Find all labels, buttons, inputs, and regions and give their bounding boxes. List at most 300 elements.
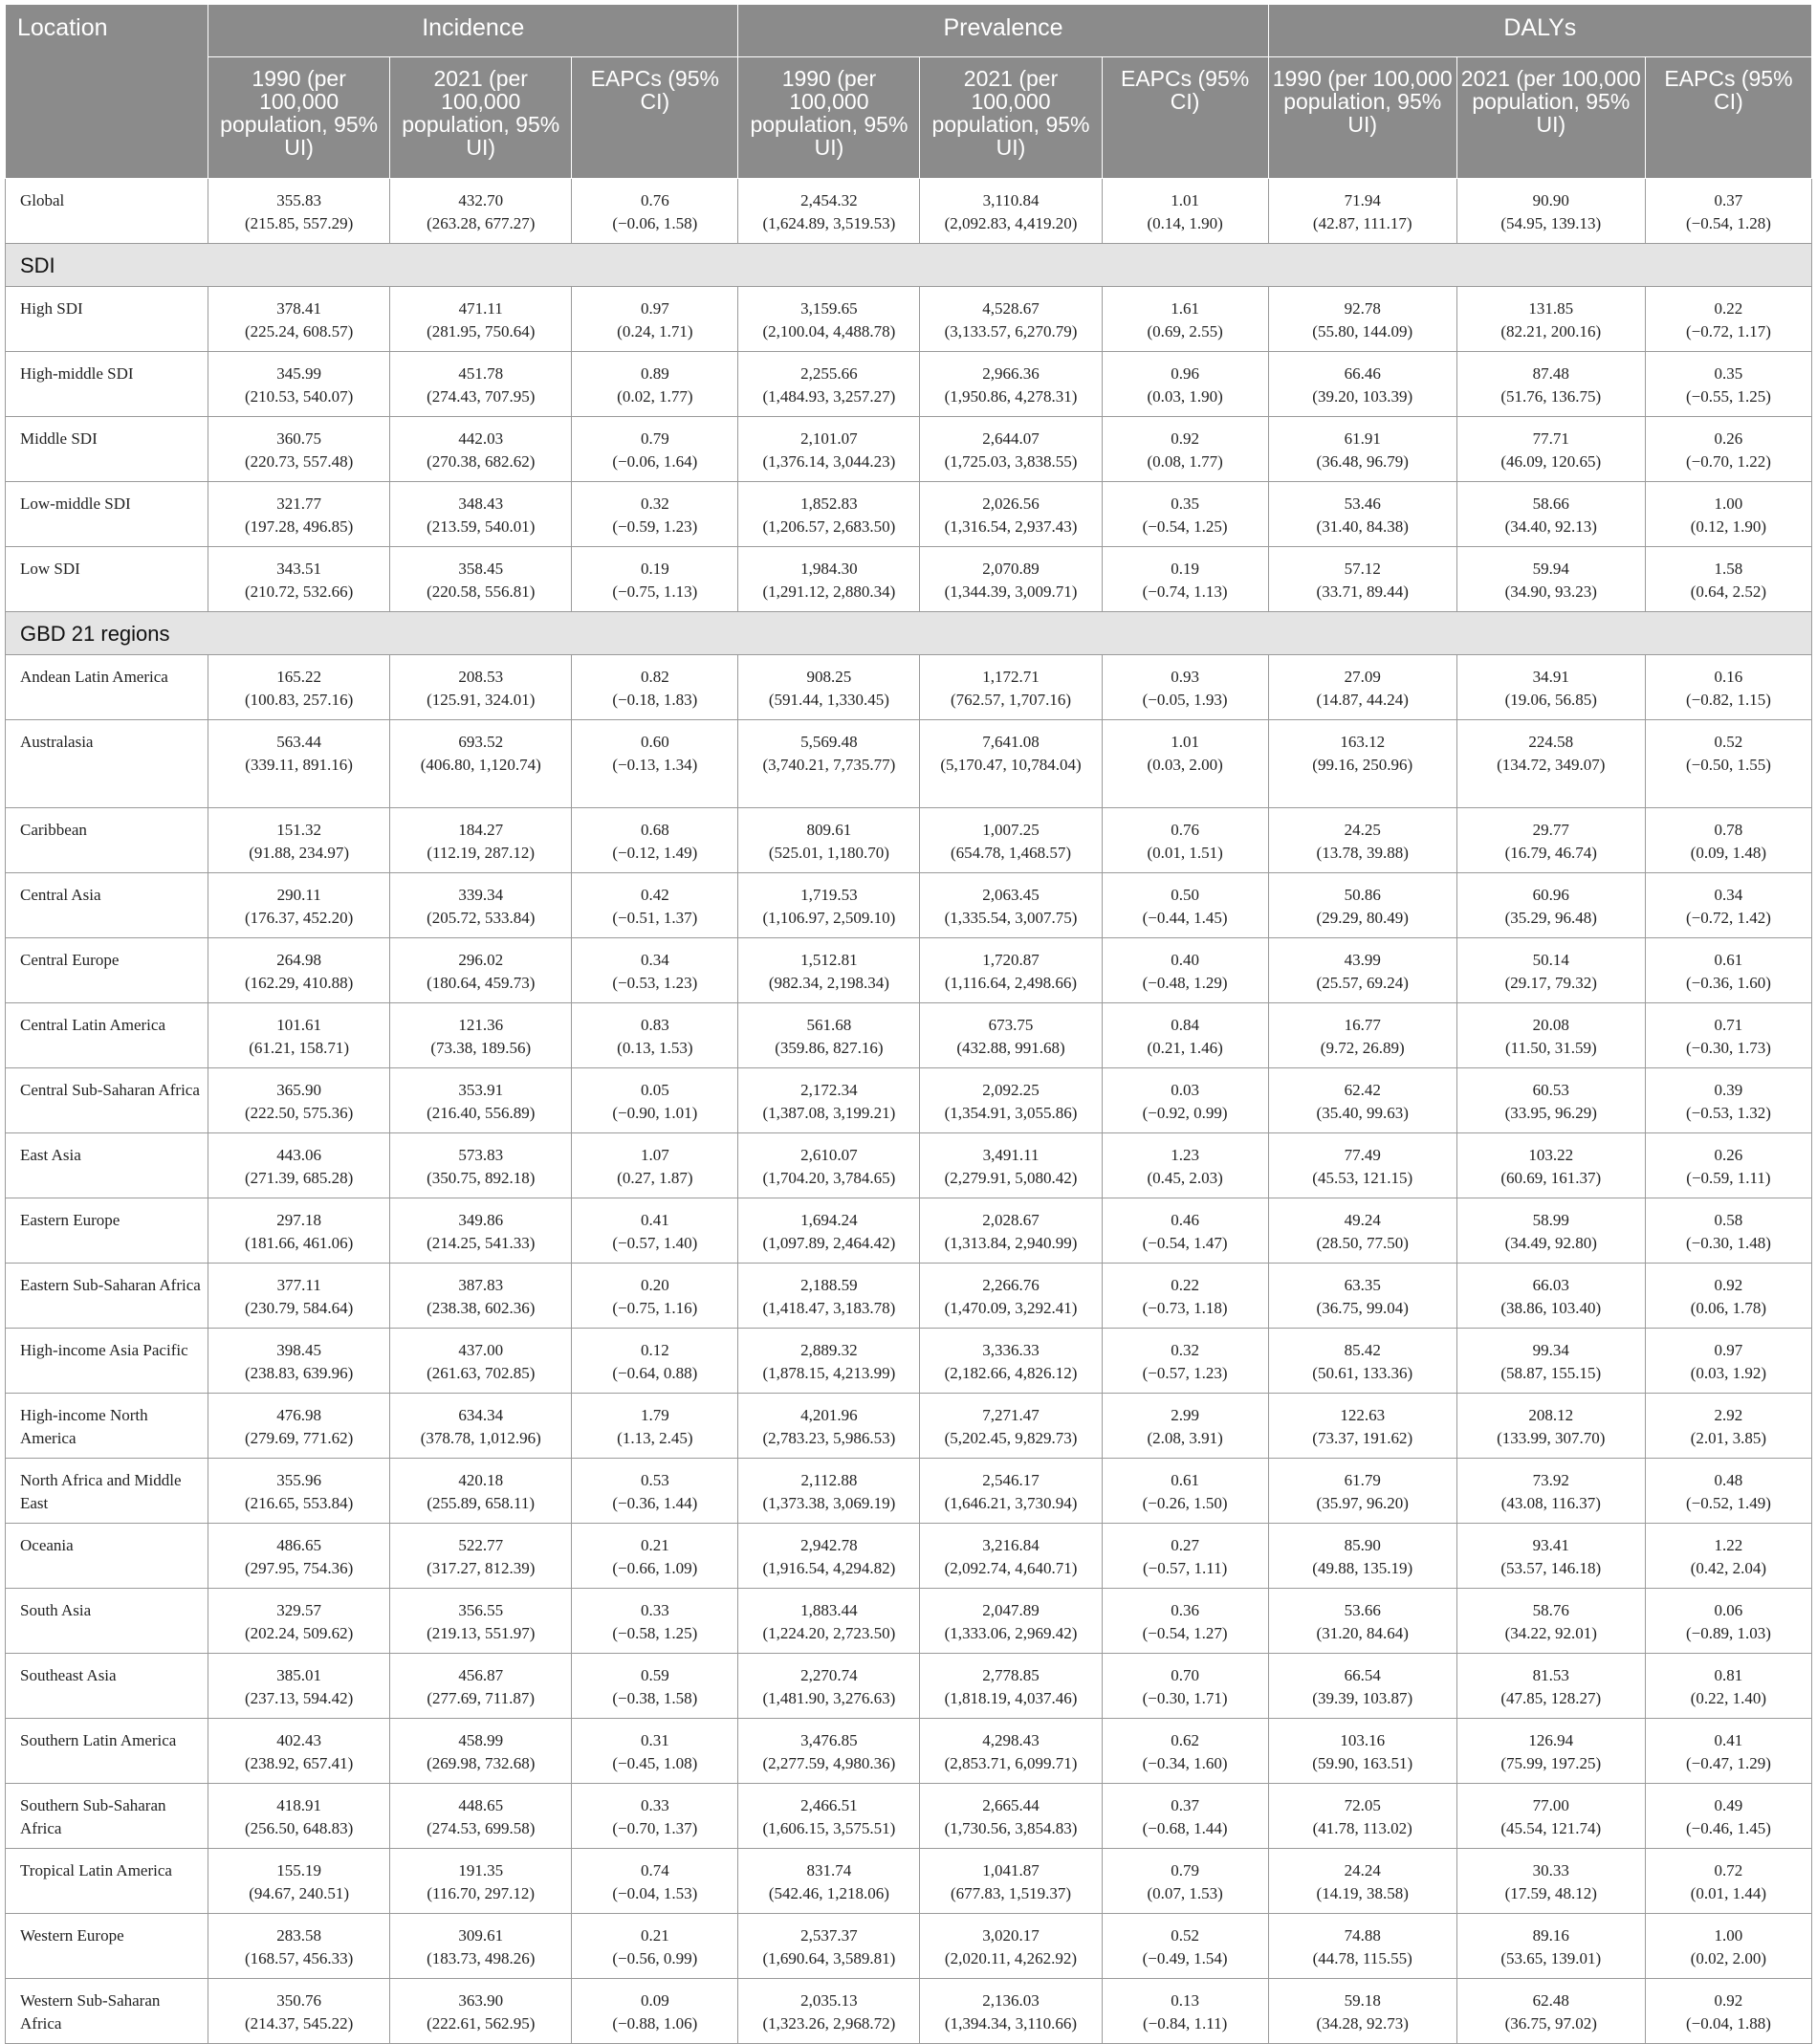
- value-cell: [1645, 1654, 1811, 1719]
- interval-value: (1,291.12, 2,880.34): [762, 582, 896, 601]
- interval-value: (1,323.26, 2,968.72): [762, 2014, 896, 2033]
- interval-value: (1,387.08, 3,199.21): [762, 1104, 896, 1122]
- value-cell: [1456, 655, 1645, 720]
- table-row: [6, 720, 1812, 808]
- interval-value: (16.79, 46.74): [1504, 844, 1597, 862]
- interval-value: (0.03, 1.90): [1147, 387, 1223, 406]
- interval-value: (0.69, 2.55): [1147, 322, 1223, 341]
- value-cell: [1645, 873, 1811, 938]
- value-cell: [1102, 287, 1268, 352]
- interval-value: (−0.59, 1.23): [612, 517, 698, 536]
- interval-value: (432.88, 991.68): [956, 1039, 1065, 1057]
- estimate-value: 0.05: [640, 1081, 669, 1099]
- estimate-value: 0.41: [640, 1211, 669, 1229]
- interval-value: (197.28, 496.85): [244, 517, 354, 536]
- value-cell: [1456, 1654, 1645, 1719]
- value-cell: [208, 1589, 390, 1654]
- estimate-value: 471.11: [458, 299, 503, 318]
- interval-value: (25.57, 69.24): [1316, 974, 1409, 992]
- value-cell: [738, 1394, 920, 1459]
- estimate-value: 0.09: [640, 1991, 669, 2010]
- interval-value: (−0.44, 1.45): [1142, 909, 1228, 927]
- estimate-value: 360.75: [276, 429, 322, 448]
- interval-value: (1,116.64, 2,498.66): [944, 974, 1078, 992]
- value-cell: [1102, 1329, 1268, 1394]
- estimate-value: 0.58: [1714, 1211, 1743, 1229]
- estimate-value: 16.77: [1344, 1016, 1381, 1034]
- estimate-value: 297.18: [276, 1211, 322, 1229]
- interval-value: (1,484.93, 3,257.27): [762, 387, 896, 406]
- interval-value: (−0.45, 1.08): [612, 1754, 698, 1772]
- interval-value: (−0.55, 1.25): [1685, 387, 1771, 406]
- value-cell: [1268, 1719, 1456, 1784]
- interval-value: (2.01, 3.85): [1690, 1429, 1767, 1447]
- estimate-value: 122.63: [1340, 1406, 1386, 1424]
- estimate-value: 53.46: [1344, 495, 1381, 513]
- interval-value: (0.09, 1.48): [1690, 844, 1767, 862]
- interval-value: (183.73, 498.26): [427, 1949, 536, 1967]
- estimate-value: 163.12: [1340, 733, 1386, 751]
- location-cell: Southern Latin America: [6, 1719, 208, 1784]
- value-cell: [1268, 1589, 1456, 1654]
- value-cell: [738, 547, 920, 612]
- estimate-value: 3,491.11: [982, 1146, 1040, 1164]
- header-dalys-2021: 2021 (per 100,000 population, 95% UI): [1456, 57, 1645, 179]
- estimate-value: 66.54: [1344, 1666, 1381, 1684]
- value-cell: [920, 808, 1102, 873]
- value-cell: [208, 1784, 390, 1849]
- estimate-value: 356.55: [458, 1601, 504, 1619]
- value-cell: [208, 417, 390, 482]
- interval-value: (677.83, 1,519.37): [950, 1884, 1072, 1902]
- value-cell: [920, 1003, 1102, 1068]
- interval-value: (33.95, 96.29): [1504, 1104, 1597, 1122]
- location-cell: Southern Sub-Saharan Africa: [6, 1784, 208, 1849]
- estimate-value: 0.03: [1171, 1081, 1199, 1099]
- estimate-value: 1,852.83: [800, 495, 858, 513]
- interval-value: (54.95, 139.13): [1500, 214, 1602, 232]
- interval-value: (−0.59, 1.11): [1686, 1169, 1771, 1187]
- value-cell: [572, 482, 738, 547]
- interval-value: (125.91, 324.01): [427, 691, 536, 709]
- interval-value: (31.20, 84.64): [1316, 1624, 1409, 1642]
- header-prevalence-1990: 1990 (per 100,000 population, 95% UI): [738, 57, 920, 179]
- interval-value: (0.03, 2.00): [1147, 756, 1223, 774]
- estimate-value: 0.40: [1171, 951, 1199, 969]
- value-cell: [572, 1133, 738, 1198]
- interval-value: (−0.66, 1.09): [612, 1559, 698, 1577]
- value-cell: [1645, 1003, 1811, 1068]
- interval-value: (1,373.38, 3,069.19): [762, 1494, 896, 1512]
- interval-value: (1,224.20, 2,723.50): [762, 1624, 896, 1642]
- estimate-value: 0.74: [640, 1861, 669, 1879]
- value-cell: [1268, 1654, 1456, 1719]
- interval-value: (13.78, 39.88): [1316, 844, 1409, 862]
- value-cell: [1102, 808, 1268, 873]
- interval-value: (11.50, 31.59): [1504, 1039, 1597, 1057]
- estimate-value: 1,720.87: [982, 951, 1040, 969]
- interval-value: (−0.70, 1.37): [612, 1819, 698, 1837]
- interval-value: (−0.54, 1.25): [1142, 517, 1228, 536]
- header-incidence-eapc: EAPCs (95% CI): [572, 57, 738, 179]
- value-cell: [1645, 287, 1811, 352]
- estimate-value: 0.46: [1171, 1211, 1199, 1229]
- interval-value: (0.12, 1.90): [1690, 517, 1767, 536]
- value-cell: [738, 720, 920, 808]
- value-cell: [208, 1654, 390, 1719]
- interval-value: (0.45, 2.03): [1147, 1169, 1223, 1187]
- value-cell: [920, 873, 1102, 938]
- estimate-value: 321.77: [276, 495, 322, 513]
- estimate-value: 0.39: [1714, 1081, 1743, 1099]
- value-cell: [208, 1849, 390, 1914]
- estimate-value: 34.91: [1532, 668, 1569, 686]
- estimate-value: 290.11: [276, 886, 321, 904]
- value-cell: [1645, 938, 1811, 1003]
- interval-value: (−0.06, 1.58): [612, 214, 698, 232]
- estimate-value: 93.41: [1532, 1536, 1569, 1554]
- value-cell: [1645, 1133, 1811, 1198]
- estimate-value: 4,528.67: [982, 299, 1040, 318]
- estimate-value: 74.88: [1344, 1926, 1381, 1945]
- interval-value: (35.97, 96.20): [1316, 1494, 1409, 1512]
- estimate-value: 448.65: [458, 1796, 504, 1814]
- interval-value: (222.50, 575.36): [244, 1104, 354, 1122]
- value-cell: [738, 1264, 920, 1329]
- value-cell: [1456, 1719, 1645, 1784]
- header-dalys: DALYs: [1268, 5, 1811, 57]
- value-cell: [572, 1003, 738, 1068]
- interval-value: (168.57, 456.33): [244, 1949, 354, 1967]
- interval-value: (2,783.23, 5,986.53): [762, 1429, 896, 1447]
- interval-value: (−0.54, 1.28): [1685, 214, 1771, 232]
- interval-value: (654.78, 1,468.57): [950, 844, 1072, 862]
- interval-value: (1.13, 2.45): [617, 1429, 693, 1447]
- interval-value: (339.11, 891.16): [245, 756, 353, 774]
- value-cell: [920, 655, 1102, 720]
- value-cell: [390, 1784, 572, 1849]
- interval-value: (−0.50, 1.55): [1685, 756, 1771, 774]
- estimate-value: 353.91: [458, 1081, 504, 1099]
- value-cell: [1456, 1524, 1645, 1589]
- estimate-value: 0.60: [640, 733, 669, 751]
- value-cell: [390, 873, 572, 938]
- value-cell: [920, 547, 1102, 612]
- interval-value: (1,916.54, 4,294.82): [762, 1559, 896, 1577]
- estimate-value: 0.79: [640, 429, 669, 448]
- estimate-value: 1,719.53: [800, 886, 858, 904]
- estimate-value: 72.05: [1344, 1796, 1381, 1814]
- estimate-value: 0.37: [1171, 1796, 1199, 1814]
- interval-value: (34.49, 92.80): [1504, 1234, 1597, 1252]
- interval-value: (1,316.54, 2,937.43): [944, 517, 1078, 536]
- value-cell: [1456, 808, 1645, 873]
- value-cell: [572, 655, 738, 720]
- estimate-value: 0.48: [1714, 1471, 1743, 1489]
- estimate-value: 0.84: [1171, 1016, 1199, 1034]
- value-cell: [390, 1133, 572, 1198]
- interval-value: (274.53, 699.58): [427, 1819, 536, 1837]
- estimate-value: 0.78: [1714, 821, 1743, 839]
- estimate-value: 73.92: [1532, 1471, 1569, 1489]
- interval-value: (29.17, 79.32): [1504, 974, 1597, 992]
- estimate-value: 0.20: [640, 1276, 669, 1294]
- estimate-value: 0.61: [1714, 951, 1743, 969]
- value-cell: [390, 1654, 572, 1719]
- interval-value: (42.87, 111.17): [1312, 214, 1412, 232]
- estimate-value: 0.61: [1171, 1471, 1199, 1489]
- value-cell: [208, 938, 390, 1003]
- estimate-value: 1,984.30: [800, 560, 858, 578]
- estimate-value: 0.89: [640, 364, 669, 383]
- interval-value: (50.61, 133.36): [1312, 1364, 1413, 1382]
- value-cell: [920, 938, 1102, 1003]
- value-cell: [738, 655, 920, 720]
- value-cell: [208, 1264, 390, 1329]
- table-row: [6, 938, 1812, 1003]
- interval-value: (216.40, 556.89): [427, 1104, 536, 1122]
- table-row: [6, 1589, 1812, 1654]
- estimate-value: 85.90: [1344, 1536, 1381, 1554]
- table-row: [6, 655, 1812, 720]
- interval-value: (28.50, 77.50): [1316, 1234, 1409, 1252]
- interval-value: (−0.12, 1.49): [612, 844, 698, 862]
- interval-value: (19.06, 56.85): [1504, 691, 1597, 709]
- estimate-value: 0.76: [640, 191, 669, 209]
- value-cell: [920, 720, 1102, 808]
- estimate-value: 1.79: [640, 1406, 669, 1424]
- estimate-value: 49.24: [1344, 1211, 1381, 1229]
- estimate-value: 0.21: [640, 1926, 669, 1945]
- value-cell: [1645, 1849, 1811, 1914]
- value-cell: [572, 1784, 738, 1849]
- value-cell: [738, 1329, 920, 1394]
- interval-value: (44.78, 115.55): [1312, 1949, 1412, 1967]
- interval-value: (53.57, 146.18): [1500, 1559, 1602, 1577]
- interval-value: (91.88, 234.97): [249, 844, 350, 862]
- interval-value: (−0.05, 1.93): [1142, 691, 1228, 709]
- value-cell: [390, 1914, 572, 1979]
- value-cell: [1456, 1133, 1645, 1198]
- value-cell: [1102, 1719, 1268, 1784]
- value-cell: [1268, 1003, 1456, 1068]
- value-cell: [1268, 938, 1456, 1003]
- estimate-value: 442.03: [458, 429, 504, 448]
- estimate-value: 402.43: [276, 1731, 322, 1749]
- estimate-value: 0.83: [640, 1016, 669, 1034]
- interval-value: (274.43, 707.95): [427, 387, 536, 406]
- value-cell: [1645, 1329, 1811, 1394]
- interval-value: (75.99, 197.25): [1500, 1754, 1602, 1772]
- interval-value: (237.13, 594.42): [244, 1689, 354, 1707]
- estimate-value: 0.37: [1714, 191, 1743, 209]
- value-cell: [1102, 1264, 1268, 1329]
- estimate-value: 2,266.76: [982, 1276, 1040, 1294]
- estimate-value: 43.99: [1344, 951, 1381, 969]
- estimate-value: 151.32: [276, 821, 322, 839]
- interval-value: (−0.04, 1.88): [1685, 2014, 1771, 2033]
- interval-value: (2,100.04, 4,488.78): [762, 322, 896, 341]
- estimate-value: 24.24: [1344, 1861, 1381, 1879]
- estimate-value: 2,537.37: [800, 1926, 858, 1945]
- estimate-value: 0.92: [1714, 1276, 1743, 1294]
- value-cell: [390, 808, 572, 873]
- interval-value: (238.38, 602.36): [427, 1299, 536, 1317]
- estimate-value: 208.12: [1528, 1406, 1574, 1424]
- table-row: [6, 1459, 1812, 1524]
- estimate-value: 0.82: [640, 668, 669, 686]
- table-row: [6, 1003, 1812, 1068]
- value-cell: [738, 417, 920, 482]
- estimate-value: 131.85: [1528, 299, 1574, 318]
- value-cell: [1645, 1198, 1811, 1264]
- interval-value: (0.24, 1.71): [617, 322, 693, 341]
- estimate-value: 2,070.89: [982, 560, 1040, 578]
- estimate-value: 53.66: [1344, 1601, 1381, 1619]
- estimate-value: 2,644.07: [982, 429, 1040, 448]
- estimate-value: 345.99: [276, 364, 322, 383]
- estimate-value: 2,966.36: [982, 364, 1040, 383]
- estimate-value: 0.32: [1171, 1341, 1199, 1359]
- interval-value: (0.07, 1.53): [1147, 1884, 1223, 1902]
- interval-value: (219.13, 551.97): [427, 1624, 536, 1642]
- estimate-value: 99.34: [1532, 1341, 1569, 1359]
- estimate-value: 1.22: [1714, 1536, 1743, 1554]
- interval-value: (210.53, 540.07): [244, 387, 354, 406]
- value-cell: [738, 1459, 920, 1524]
- estimate-value: 63.35: [1344, 1276, 1381, 1294]
- estimate-value: 58.76: [1532, 1601, 1569, 1619]
- value-cell: [208, 1133, 390, 1198]
- estimate-value: 0.53: [640, 1471, 669, 1489]
- value-cell: [390, 938, 572, 1003]
- value-cell: [208, 1459, 390, 1524]
- estimate-value: 3,216.84: [982, 1536, 1040, 1554]
- value-cell: [208, 352, 390, 417]
- estimate-value: 0.26: [1714, 429, 1743, 448]
- value-cell: [738, 1654, 920, 1719]
- interval-value: (−0.56, 0.99): [612, 1949, 698, 1967]
- estimate-value: 349.86: [458, 1211, 504, 1229]
- value-cell: [1645, 417, 1811, 482]
- interval-value: (0.27, 1.87): [617, 1169, 693, 1187]
- interval-value: (−0.13, 1.34): [612, 756, 698, 774]
- estimate-value: 1,512.81: [800, 951, 858, 969]
- value-cell: [1645, 1719, 1811, 1784]
- estimate-value: 81.53: [1532, 1666, 1569, 1684]
- interval-value: (202.24, 509.62): [244, 1624, 354, 1642]
- interval-value: (542.46, 1,218.06): [768, 1884, 889, 1902]
- value-cell: [390, 1068, 572, 1133]
- value-cell: [1268, 482, 1456, 547]
- estimate-value: 418.91: [276, 1796, 322, 1814]
- estimate-value: 2,454.32: [800, 191, 858, 209]
- estimate-value: 673.75: [988, 1016, 1034, 1034]
- estimate-value: 0.32: [640, 495, 669, 513]
- interval-value: (34.90, 93.23): [1504, 582, 1597, 601]
- interval-value: (45.54, 121.74): [1500, 1819, 1602, 1837]
- location-cell: Australasia: [6, 720, 208, 808]
- estimate-value: 0.97: [640, 299, 669, 318]
- value-cell: [390, 287, 572, 352]
- interval-value: (17.59, 48.12): [1504, 1884, 1597, 1902]
- interval-value: (406.80, 1,120.74): [420, 756, 541, 774]
- estimate-value: 77.71: [1532, 429, 1569, 448]
- value-cell: [738, 1068, 920, 1133]
- interval-value: (279.69, 771.62): [244, 1429, 354, 1447]
- estimate-value: 561.68: [806, 1016, 852, 1034]
- location-cell: Andean Latin America: [6, 655, 208, 720]
- value-cell: [572, 1068, 738, 1133]
- value-cell: [1645, 1459, 1811, 1524]
- interval-value: (1,206.57, 2,683.50): [762, 517, 896, 536]
- interval-value: (2,020.11, 4,262.92): [944, 1949, 1078, 1967]
- value-cell: [1102, 1003, 1268, 1068]
- estimate-value: 3,476.85: [800, 1731, 858, 1749]
- interval-value: (−0.30, 1.48): [1685, 1234, 1771, 1252]
- estimate-value: 0.26: [1714, 1146, 1743, 1164]
- estimate-value: 0.52: [1714, 733, 1743, 751]
- interval-value: (261.63, 702.85): [427, 1364, 536, 1382]
- estimate-value: 0.92: [1714, 1991, 1743, 2010]
- value-cell: [572, 1198, 738, 1264]
- value-cell: [1102, 1524, 1268, 1589]
- estimate-value: 2,136.03: [982, 1991, 1040, 2010]
- value-cell: [390, 1979, 572, 2044]
- value-cell: [1456, 547, 1645, 612]
- interval-value: (317.27, 812.39): [427, 1559, 536, 1577]
- estimate-value: 60.53: [1532, 1081, 1569, 1099]
- value-cell: [390, 1719, 572, 1784]
- estimate-value: 62.42: [1344, 1081, 1381, 1099]
- location-cell: East Asia: [6, 1133, 208, 1198]
- value-cell: [920, 287, 1102, 352]
- value-cell: [1456, 1784, 1645, 1849]
- interval-value: (1,333.06, 2,969.42): [944, 1624, 1078, 1642]
- value-cell: [1102, 1589, 1268, 1654]
- interval-value: (1,878.15, 4,213.99): [762, 1364, 896, 1382]
- interval-value: (176.37, 452.20): [244, 909, 354, 927]
- value-cell: [1268, 720, 1456, 808]
- estimate-value: 2,026.56: [982, 495, 1040, 513]
- value-cell: [1456, 1394, 1645, 1459]
- estimate-value: 348.43: [458, 495, 504, 513]
- estimate-value: 0.36: [1171, 1601, 1199, 1619]
- estimate-value: 355.83: [276, 191, 322, 209]
- estimate-value: 3,336.33: [982, 1341, 1040, 1359]
- header-prevalence-2021: 2021 (per 100,000 population, 95% UI): [920, 57, 1102, 179]
- estimate-value: 2,889.32: [800, 1341, 858, 1359]
- estimate-value: 121.36: [458, 1016, 504, 1034]
- estimate-value: 90.90: [1532, 191, 1569, 209]
- value-cell: [390, 720, 572, 808]
- estimate-value: 458.99: [458, 1731, 504, 1749]
- value-cell: [920, 1914, 1102, 1979]
- value-cell: [572, 1849, 738, 1914]
- estimate-value: 0.31: [640, 1731, 669, 1749]
- estimate-value: 634.34: [458, 1406, 504, 1424]
- interval-value: (230.79, 584.64): [244, 1299, 354, 1317]
- interval-value: (−0.36, 1.44): [612, 1494, 698, 1512]
- value-cell: [1456, 1264, 1645, 1329]
- value-cell: [572, 1459, 738, 1524]
- interval-value: (255.89, 658.11): [427, 1494, 536, 1512]
- interval-value: (−0.26, 1.50): [1142, 1494, 1228, 1512]
- estimate-value: 191.35: [458, 1861, 504, 1879]
- location-cell: Oceania: [6, 1524, 208, 1589]
- value-cell: [1102, 1068, 1268, 1133]
- interval-value: (0.01, 1.44): [1690, 1884, 1767, 1902]
